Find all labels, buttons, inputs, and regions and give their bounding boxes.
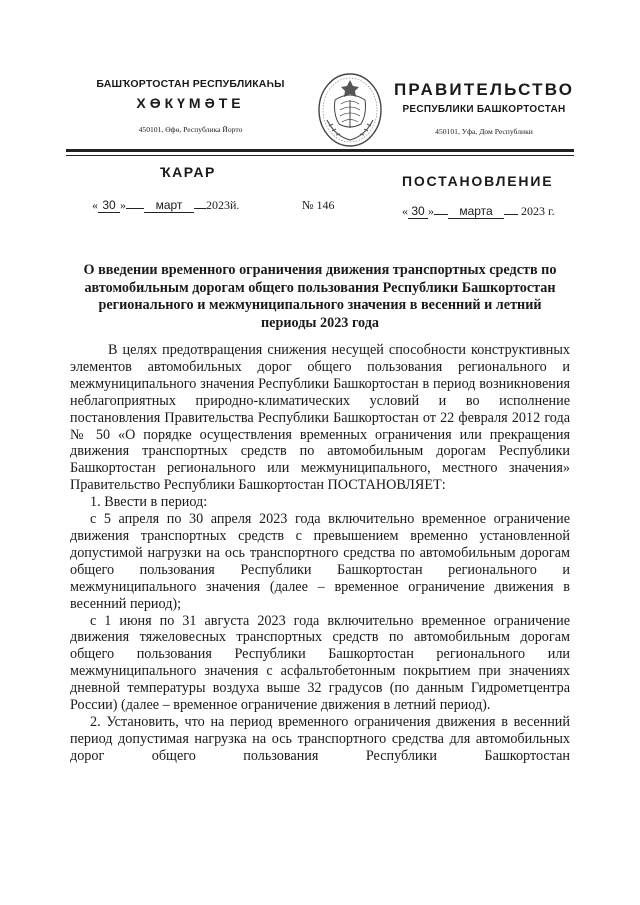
body-paragraph-summer-period: с 1 июня по 31 августа 2023 года включительно временное ограничение движения тяжеловесных транспортных средств по автомобильным дорогам общего пользования Республики Башкортостан регионального или межмуниципального значения с асфальтобетонным покрытием при значениях дневной температуры воздуха выше 32 градусов (по данным Гидрометцентра России) (далее – временное ограничение движения в летний период).	[70, 612, 570, 714]
document-number: № 146	[302, 198, 335, 212]
date-right-gap-2	[504, 214, 518, 215]
document-title: О введении временного ограничения движения транспортных средств по автомобильным дорогам общего пользования Республики Башкортостан регионального и межмуниципального значения в весенний и летний периоды 2023 года	[83, 262, 557, 331]
header-right-address: 450101, Уфа, Дом Республики	[435, 127, 533, 136]
body-paragraph-item-2: 2. Установить, что на период временного ограничения движения в весенний период допустимая нагрузка на ось транспортного средства для автомобильных дорог общего пользования Республики Башкортостан	[70, 713, 570, 764]
date-right-gap	[434, 214, 448, 215]
date-left-open-quote: «	[92, 198, 98, 212]
date-right-day: 30	[408, 205, 428, 219]
header-right-republic: РЕСПУБЛИКИ БАШКОРТОСТАН	[402, 104, 566, 115]
header-right-government: ПРАВИТЕЛЬСТВО	[394, 80, 575, 99]
date-right	[402, 204, 555, 219]
doc-type-bashkir: ҠАРАР	[160, 164, 216, 180]
date-right-suffix: г.	[548, 204, 555, 218]
body-paragraph-item-1: 1. Ввести в период:	[90, 494, 208, 511]
date-left-suffix: й.	[230, 198, 240, 212]
date-right-open-quote: «	[402, 204, 408, 218]
date-right-month: марта	[448, 205, 504, 219]
bashkortostan-coat-of-arms-icon	[315, 70, 385, 150]
header-right-block	[394, 80, 574, 136]
body-paragraph-preamble: В целях предотвращения снижения несущей способности конструктивных элементов автомобильных дорог общего пользования регионального и межмуниципального значения Республики Башкортостан в период возникновения неблагоприятных природно-климатических условий и во исполнение постановления Правительства Республики Башкортостан от 22 февраля 2012 года № 50 «О порядке осуществления временных ограничения или прекращения движения транспортных средств по автомобильным дорогам Республики Башкортостан регионального или межмуниципального, местного значения» Правительство Республики Башкортостан ПОСТАНОВЛЯЕТ:	[70, 342, 570, 494]
header-left-block	[78, 78, 303, 134]
date-left-close-quote: »	[120, 198, 126, 212]
date-left-day: 30	[98, 199, 120, 213]
doc-type-russian: ПОСТАНОВЛЕНИЕ	[402, 173, 554, 189]
header-left-government: ХӨКҮМӘТЕ	[136, 95, 245, 111]
date-left	[92, 198, 239, 213]
header-divider-thick	[66, 149, 574, 152]
header-divider-thin	[66, 155, 574, 156]
date-left-month: март	[144, 199, 194, 213]
date-right-year: 2023	[521, 204, 545, 218]
date-left-gap	[126, 208, 144, 209]
date-right-close-quote: »	[428, 204, 434, 218]
date-left-year: 2023	[206, 198, 230, 212]
header-left-address: 450101, Өфө, Республика Йорто	[138, 125, 243, 134]
date-left-gap-2	[194, 208, 206, 209]
body-paragraph-spring-period: с 5 апреля по 30 апреля 2023 года включительно временное ограничение движения транспортных средств с превышением временно установленной допустимой нагрузки на ось транспортного средства по автомобильным дорогам общего пользования Республики Башкортостан регионального и межмуниципального значения (далее – временное ограничение движения в весенний период);	[70, 511, 570, 612]
document-body	[70, 342, 570, 765]
header-left-republic: БАШҠОРТОСТАН РЕСПУБЛИКАҺЫ	[96, 78, 285, 90]
